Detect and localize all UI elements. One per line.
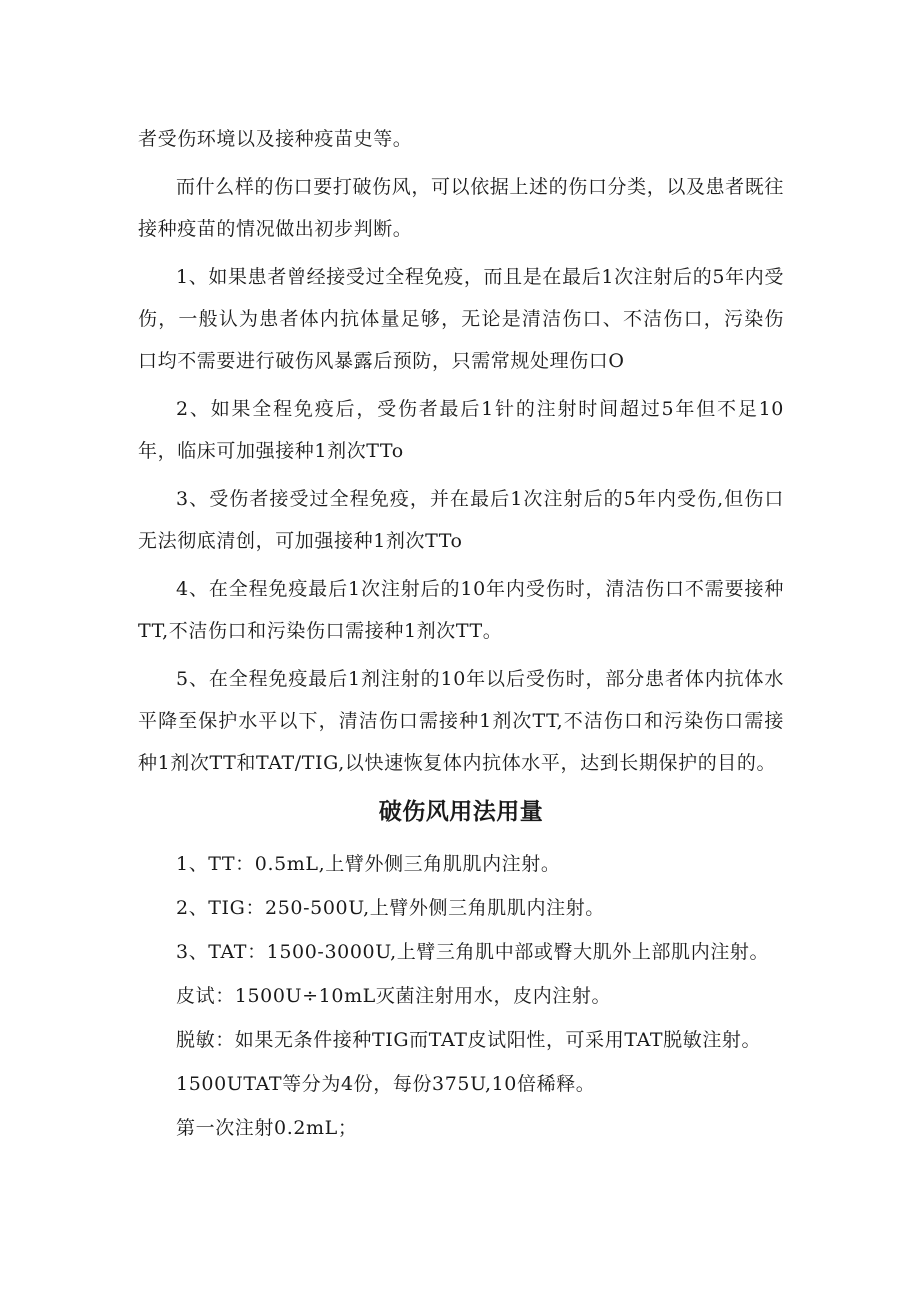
usage-desensitization: 脱敏：如果无条件接种TIG而TAT皮试阳性，可采用TAT脱敏注射。 (176, 1029, 762, 1051)
section-heading: 破伤风用法用量 (378, 799, 544, 825)
paragraph-item-5: 5、在全程免疫最后1剂注射的10年以后受伤时，部分患者体内抗体水平降至保护水平以下，清洁伤口需接种1剂次TT,不洁伤口和污染伤口需接种1剂次TT和TAT/TIG,以快速恢复体内抗体水平，达到长期保护的目的。 (138, 668, 784, 774)
paragraph-item-4: 4、在全程免疫最后1次注射后的10年内受伤时，清洁伤口不需要接种TT,不洁伤口和污染伤口需接种1剂次TT。 (138, 578, 784, 642)
paragraph-item-2: 2、如果全程免疫后，受伤者最后1针的注射时间超过5年但不足10年，临床可加强接种1剂次TTo (138, 398, 784, 462)
document-body (138, 118, 784, 1150)
usage-tig: 2、TIG：250-500U,上臂外侧三角肌肌内注射。 (176, 897, 605, 919)
paragraph-intro: 而什么样的伤口要打破伤风，可以依据上述的伤口分类，以及患者既往接种疫苗的情况做出初步判断。 (138, 176, 784, 240)
paragraph-item-3: 3、受伤者接受过全程免疫，并在最后1次注射后的5年内受伤,但伤口无法彻底清创，可加强接种1剂次TTo (138, 488, 784, 552)
paragraph-item-1: 1、如果患者曾经接受过全程免疫，而且是在最后1次注射后的5年内受伤，一般认为患者体内抗体量足够，无论是清洁伤口、不洁伤口，污染伤口均不需要进行破伤风暴露后预防，只需常规处理伤口O (138, 266, 784, 372)
usage-dilution: 1500UTAT等分为4份，每份375U,10倍稀释。 (176, 1073, 596, 1095)
usage-first-injection: 第一次注射0.2mL； (176, 1117, 358, 1139)
usage-tat: 3、TAT：1500-3000U,上臂三角肌中部或臀大肌外上部肌内注射。 (176, 941, 770, 963)
usage-skin-test: 皮试：1500U÷10mL灭菌注射用水，皮内注射。 (176, 985, 612, 1007)
paragraph-continuation: 者受伤环境以及接种疫苗史等。 (138, 128, 413, 150)
usage-section (138, 842, 784, 1150)
usage-tt: 1、TT：0.5mL,上臂外侧三角肌肌内注射。 (176, 853, 561, 875)
